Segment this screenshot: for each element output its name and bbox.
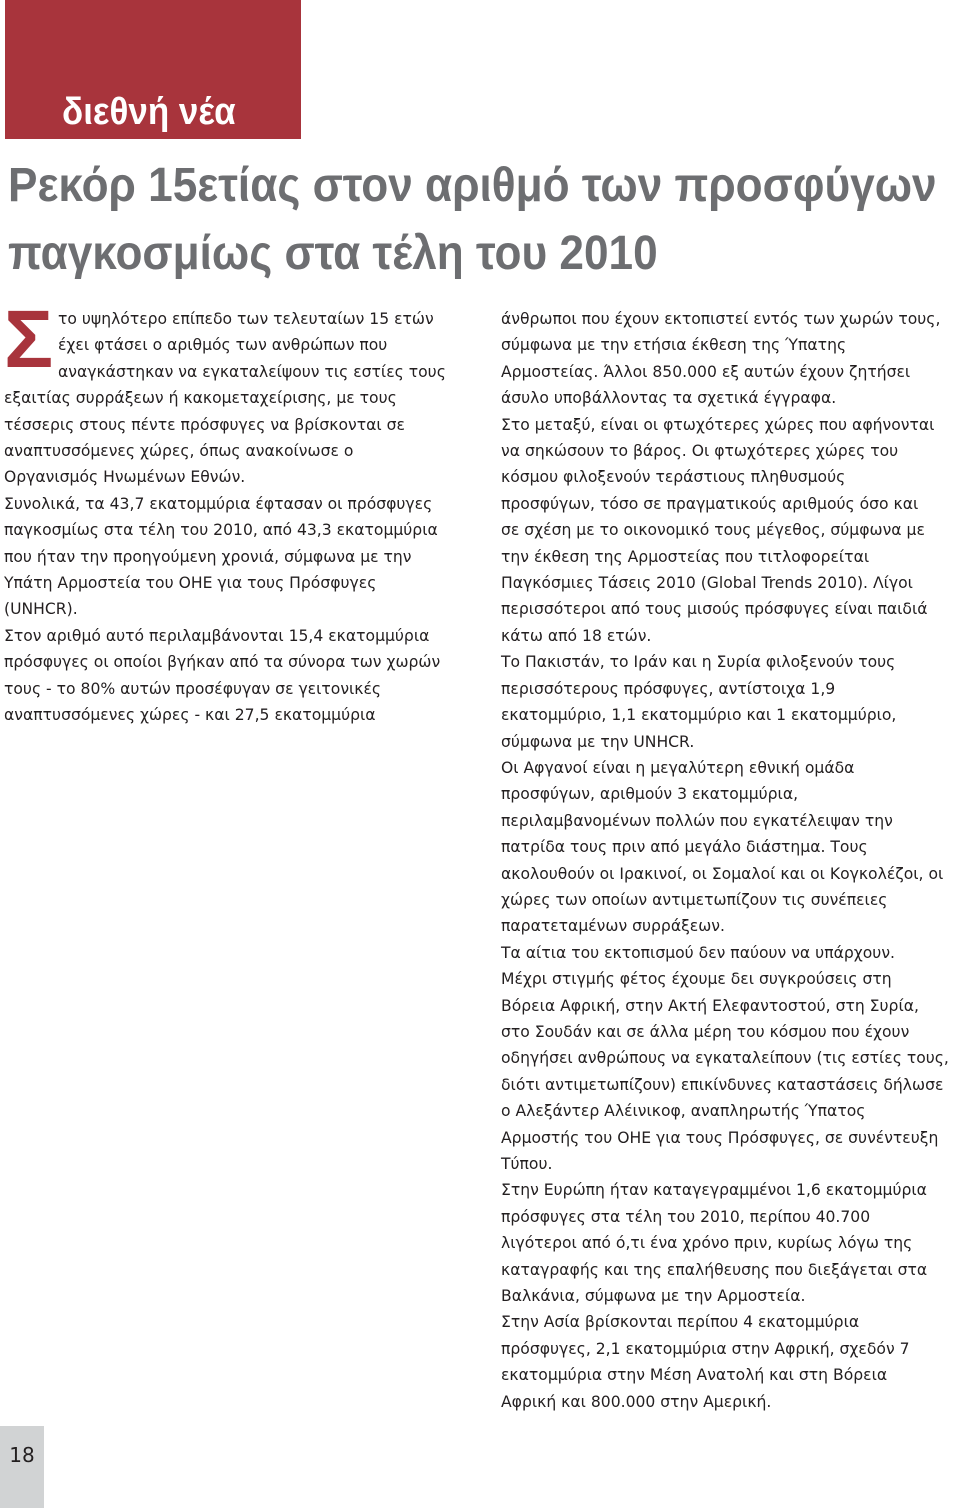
article-text-line: κόσμου φιλοξενούν τεράστιους πληθυσμούς: [501, 468, 846, 487]
article-text-line: καταγραφής και της επαλήθευσης που διεξάγεται στα: [501, 1260, 928, 1279]
article-text-line: χώρες των οποίων αντιμετωπίζουν τις συνέπειες: [501, 890, 888, 909]
article-text-line: εκατομμύρια στην Μέση Ανατολή και στη Βόρεια: [501, 1366, 888, 1385]
article-text-line: αναπτυσσόμενες χώρες, όπως ανακοίνωσε ο: [4, 442, 354, 461]
article-text-line: ο Αλεξάντερ Αλέινικοφ, αναπληρωτής Ύπατος: [501, 1102, 866, 1121]
article-text-line: Στο μεταξύ, είναι οι φτωχότερες χώρες που αφήνονται: [501, 415, 935, 434]
article-text-line: πατρίδα τους πριν από μεγάλο διάστημα. Τους: [501, 838, 868, 857]
article-text-line: περισσότερους πρόσφυγες, αντίστοιχα 1,9: [501, 679, 836, 698]
article-title: [8, 152, 937, 288]
article-text-line: προσφύγων, αριθμούν 3 εκατομμύρια,: [501, 785, 799, 804]
article-text-line: σύμφωνα με την ετήσια έκθεση της Ύπατης: [501, 336, 847, 355]
article-text-line: Υπάτη Αρμοστεία του ΟΗΕ για τους Πρόσφυγες: [4, 574, 377, 593]
article-column-right: [501, 306, 960, 1415]
article-text-line: Τύπου.: [501, 1155, 553, 1173]
article-title-line: Ρεκόρ 15ετίας στον αριθμό των προσφύγων: [8, 159, 937, 212]
article-text-line: Αρμοστείας. Άλλοι 850.000 εξ αυτών έχουν ζητήσει: [501, 362, 911, 381]
article-text-line: πρόσφυγες στα τέλη του 2010, περίπου 40.700: [501, 1207, 871, 1226]
article-text-line: πρόσφυγες οι οποίοι βγήκαν από τα σύνορα των χωρών: [4, 653, 441, 672]
article-text-line: Οργανισμός Ηνωμένων Εθνών.: [4, 468, 246, 487]
article-text-line: άσυλο υποβάλλοντας τα σχετικά έγγραφα.: [501, 389, 837, 408]
article-text-line: εκατομμύριο, 1,1 εκατομμύριο και 1 εκατομμύριο,: [501, 706, 897, 725]
article-text-line: αναγκάστηκαν να εγκαταλείψουν τις εστίες τους: [58, 362, 446, 381]
article-text-line: το υψηλότερο επίπεδο των τελευταίων 15 ετών: [58, 310, 434, 328]
article-text-line: κάτω από 18 ετών.: [501, 626, 652, 645]
article-text-line: τους - το 80% αυτών προσέφυγαν σε γειτονικές: [4, 679, 382, 698]
article-text-line: Αρμοστής του ΟΗΕ για τους Πρόσφυγες, σε συνέντευξη: [501, 1128, 939, 1147]
article-text-line: εξαιτίας συρράξεων ή κακομεταχείρισης, με τους: [4, 389, 397, 408]
article-column-left: [4, 306, 464, 729]
article-text-line: (UNHCR).: [4, 600, 78, 619]
section-label: διεθνή νέα: [62, 91, 236, 133]
article-text-line: σε σχέση με το οικονομικό τους μέγεθος, σύμφωνα με: [501, 521, 925, 540]
article-text-line: πρόσφυγες, 2,1 εκατομμύρια στην Αφρική, σχεδόν 7: [501, 1339, 910, 1358]
article-text-line: λιγότεροι από ό,τι ένα χρόνο πριν, κυρίως λόγω της: [501, 1234, 913, 1253]
article-text-line: παρατεταμένων συρράξεων.: [501, 917, 725, 936]
article-text-line: που ήταν την προηγούμενη χρονιά, σύμφωνα με την: [4, 547, 412, 566]
article-text-line: άνθρωποι που έχουν εκτοπιστεί εντός των χωρών τους,: [501, 310, 941, 328]
article-text-line: Τα αίτια του εκτοπισμού δεν παύουν να υπάρχουν.: [501, 943, 895, 962]
article-title-line: παγκοσμίως στα τέλη του 2010: [8, 227, 658, 280]
article-text-line: σύμφωνα με την UNHCR.: [501, 732, 695, 751]
article-text-line: στο Σουδάν και σε άλλα μέρη του κόσμου που έχουν: [501, 1022, 910, 1041]
article-text-line: Στον αριθμό αυτό περιλαμβάνονται 15,4 εκατομμύρια: [4, 626, 430, 645]
article-text-line: ακολουθούν οι Ιρακινοί, οι Σομαλοί και οι Κογκολέζοι, οι: [501, 864, 944, 883]
article-text-line: την έκθεση της Αρμοστείας που τιτλοφορείται: [501, 547, 870, 566]
article-text-line: οδηγήσει ανθρώπους να εγκαταλείπουν (τις εστίες τους,: [501, 1049, 949, 1068]
article-text-line: Αφρική και 800.000 στην Αμερική.: [501, 1392, 772, 1411]
article-text-line: Μέχρι στιγμής φέτος έχουμε δει συγκρούσεις στη: [501, 970, 892, 989]
article-text-line: αναπτυσσόμενες χώρες - και 27,5 εκατομμύρια: [4, 706, 376, 725]
article-text-line: Παγκόσμιες Τάσεις 2010 (Global Trends 2010). Λίγοι: [501, 574, 913, 593]
article-text-line: Το Πακιστάν, το Ιράν και η Συρία φιλοξενούν τους: [501, 653, 896, 672]
article-text-line: παγκοσμίως στα τέλη του 2010, από 43,3 εκατομμύρια: [4, 521, 438, 540]
article-text-line: προσφύγων, τόσο σε πραγματικούς αριθμούς όσο και: [501, 494, 919, 513]
article-text-line: Βόρεια Αφρική, στην Ακτή Ελεφαντοστού, στη Συρία,: [501, 996, 919, 1015]
article-text-line: περισσότεροι από τους μισούς πρόσφυγες είναι παιδιά: [501, 600, 928, 619]
article-text-line: Στην Ασία βρίσκονται περίπου 4 εκατομμύρια: [501, 1313, 860, 1332]
article-text-line: έχει φτάσει ο αριθμός των ανθρώπων που: [58, 336, 388, 355]
article-text-line: περιλαμβανομένων πολλών που εγκατέλειψαν την: [501, 811, 893, 830]
article-text-line: Στην Ευρώπη ήταν καταγεγραμμένοι 1,6 εκατομμύρια: [501, 1181, 927, 1200]
article-text-line: Βαλκάνια, σύμφωνα με την Αρμοστεία.: [501, 1287, 806, 1306]
article-text-line: Οι Αφγανοί είναι η μεγαλύτερη εθνική ομάδα: [501, 758, 855, 777]
article-text-line: να σηκώσουν το βάρος. Οι φτωχότερες χώρες του: [501, 442, 899, 461]
drop-cap: Σ: [4, 294, 54, 385]
page-number: 18: [9, 1443, 35, 1467]
article-text-line: τέσσερις στους πέντε πρόσφυγες να βρίσκονται σε: [4, 415, 405, 434]
article-text-line: Συνολικά, τα 43,7 εκατομμύρια έφτασαν οι πρόσφυγες: [4, 494, 433, 513]
article-text-line: διότι αντιμετωπίζουν) επικίνδυνες καταστάσεις δήλωσε: [501, 1075, 944, 1094]
